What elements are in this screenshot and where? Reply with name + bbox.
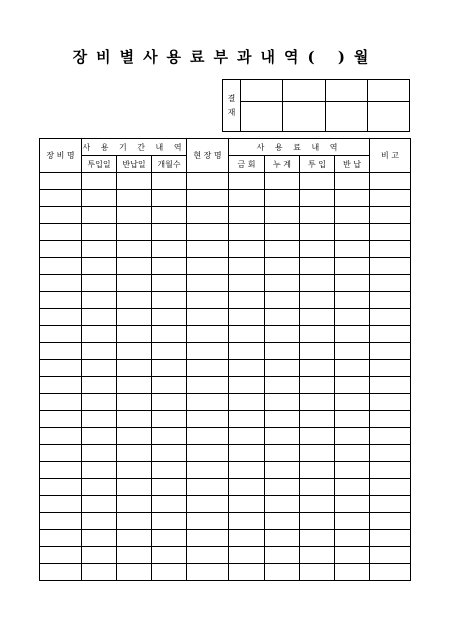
table-cell	[152, 207, 187, 224]
table-cell	[335, 224, 370, 241]
table-cell	[265, 530, 300, 547]
equipment-fee-table	[39, 138, 411, 581]
header-equipment: 장 비 명	[40, 139, 82, 173]
table-cell	[152, 275, 187, 292]
table-cell	[40, 360, 82, 377]
table-cell	[40, 411, 82, 428]
table-row	[40, 360, 411, 377]
table-cell	[40, 530, 82, 547]
table-cell	[117, 377, 152, 394]
table-cell	[187, 343, 229, 360]
table-cell	[229, 326, 265, 343]
header-usage-period: 사 용 기 간 내 역	[82, 139, 187, 156]
table-cell	[300, 394, 335, 411]
table-cell	[187, 275, 229, 292]
table-cell	[300, 275, 335, 292]
table-cell	[265, 309, 300, 326]
table-cell	[229, 275, 265, 292]
table-cell	[265, 564, 300, 581]
header-in-date: 투입일	[82, 156, 117, 173]
table-cell	[335, 445, 370, 462]
table-cell	[40, 241, 82, 258]
table-cell	[187, 207, 229, 224]
table-cell	[40, 377, 82, 394]
table-cell	[265, 496, 300, 513]
table-cell	[335, 173, 370, 190]
table-cell	[370, 360, 411, 377]
table-cell	[370, 411, 411, 428]
table-cell	[300, 343, 335, 360]
table-cell	[117, 241, 152, 258]
table-cell	[187, 394, 229, 411]
table-cell	[335, 360, 370, 377]
table-cell	[335, 547, 370, 564]
table-cell	[82, 394, 117, 411]
table-cell	[187, 360, 229, 377]
table-cell	[152, 360, 187, 377]
table-cell	[229, 190, 265, 207]
table-cell	[335, 479, 370, 496]
table-cell	[335, 496, 370, 513]
table-cell	[265, 275, 300, 292]
table-cell	[370, 530, 411, 547]
table-row	[40, 530, 411, 547]
table-cell	[187, 479, 229, 496]
table-row	[40, 479, 411, 496]
table-cell	[117, 394, 152, 411]
table-row	[40, 496, 411, 513]
header-return-date: 반납일	[117, 156, 152, 173]
table-cell	[152, 292, 187, 309]
table-cell	[265, 207, 300, 224]
approval-title-cell	[325, 80, 367, 102]
table-cell	[82, 462, 117, 479]
table-body	[40, 173, 411, 581]
table-cell	[152, 258, 187, 275]
approval-sign-cell	[241, 102, 283, 132]
table-cell	[82, 207, 117, 224]
table-row	[40, 445, 411, 462]
table-cell	[40, 292, 82, 309]
table-cell	[370, 258, 411, 275]
table-cell	[40, 258, 82, 275]
table-row	[40, 173, 411, 190]
table-cell	[152, 343, 187, 360]
table-cell	[229, 343, 265, 360]
header-remarks: 비 고	[370, 139, 411, 173]
table-cell	[265, 445, 300, 462]
table-cell	[229, 258, 265, 275]
table-cell	[40, 190, 82, 207]
table-cell	[229, 394, 265, 411]
table-cell	[40, 479, 82, 496]
table-cell	[229, 377, 265, 394]
table-cell	[40, 445, 82, 462]
table-cell	[229, 564, 265, 581]
table-cell	[117, 513, 152, 530]
table-cell	[265, 173, 300, 190]
table-cell	[40, 207, 82, 224]
table-cell	[300, 173, 335, 190]
table-cell	[300, 411, 335, 428]
table-cell	[117, 496, 152, 513]
table-cell	[187, 513, 229, 530]
table-row	[40, 292, 411, 309]
table-cell	[117, 309, 152, 326]
table-cell	[335, 377, 370, 394]
table-cell	[117, 224, 152, 241]
approval-sign-cell	[325, 102, 367, 132]
table-row	[40, 377, 411, 394]
approval-title-cell	[283, 80, 325, 102]
table-cell	[265, 292, 300, 309]
table-cell	[187, 564, 229, 581]
table-cell	[335, 530, 370, 547]
table-cell	[117, 275, 152, 292]
table-cell	[370, 496, 411, 513]
table-cell	[265, 377, 300, 394]
table-cell	[229, 309, 265, 326]
table-cell	[370, 292, 411, 309]
table-cell	[152, 513, 187, 530]
table-cell	[229, 173, 265, 190]
table-cell	[187, 428, 229, 445]
table-cell	[152, 547, 187, 564]
table-cell	[335, 241, 370, 258]
table-cell	[335, 326, 370, 343]
table-cell	[40, 428, 82, 445]
table-cell	[82, 496, 117, 513]
table-row	[40, 411, 411, 428]
table-cell	[82, 309, 117, 326]
header-this-time: 금 회	[229, 156, 265, 173]
table-cell	[265, 479, 300, 496]
table-cell	[265, 513, 300, 530]
table-cell	[117, 564, 152, 581]
table-cell	[229, 513, 265, 530]
table-cell	[82, 513, 117, 530]
table-cell	[335, 411, 370, 428]
table-cell	[300, 428, 335, 445]
table-cell	[187, 496, 229, 513]
table-cell	[40, 547, 82, 564]
table-cell	[335, 275, 370, 292]
approval-title-cell	[367, 80, 409, 102]
table-cell	[300, 564, 335, 581]
table-cell	[265, 394, 300, 411]
table-row	[40, 394, 411, 411]
table-cell	[82, 173, 117, 190]
table-cell	[370, 547, 411, 564]
table-cell	[300, 462, 335, 479]
table-cell	[265, 360, 300, 377]
approval-box	[222, 79, 410, 132]
table-cell	[152, 326, 187, 343]
table-cell	[370, 445, 411, 462]
table-cell	[265, 343, 300, 360]
table-cell	[40, 275, 82, 292]
table-cell	[152, 224, 187, 241]
approval-sign-cell	[367, 102, 409, 132]
document-title: 장비별사용료부과내역( )월	[72, 48, 378, 66]
table-cell	[187, 411, 229, 428]
header-site: 현 장 명	[187, 139, 229, 173]
table-row	[40, 547, 411, 564]
table-cell	[82, 360, 117, 377]
table-cell	[117, 428, 152, 445]
table-cell	[300, 309, 335, 326]
header-fee-details: 사 용 료 내 역	[229, 139, 370, 156]
table-cell	[117, 173, 152, 190]
table-cell	[229, 207, 265, 224]
table-cell	[370, 394, 411, 411]
table-cell	[229, 292, 265, 309]
table-cell	[117, 530, 152, 547]
table-cell	[335, 428, 370, 445]
table-cell	[117, 343, 152, 360]
table-cell	[40, 496, 82, 513]
table-cell	[152, 411, 187, 428]
table-cell	[300, 445, 335, 462]
table-cell	[370, 224, 411, 241]
table-cell	[300, 292, 335, 309]
table-cell	[370, 173, 411, 190]
table-row	[40, 428, 411, 445]
table-cell	[82, 479, 117, 496]
table-cell	[300, 224, 335, 241]
table-cell	[152, 479, 187, 496]
table-cell	[187, 462, 229, 479]
table-row	[40, 564, 411, 581]
table-row	[40, 190, 411, 207]
table-cell	[187, 547, 229, 564]
table-cell	[117, 462, 152, 479]
table-cell	[82, 428, 117, 445]
table-cell	[370, 462, 411, 479]
table-cell	[152, 377, 187, 394]
table-cell	[40, 343, 82, 360]
table-cell	[300, 190, 335, 207]
table-cell	[265, 547, 300, 564]
table-cell	[265, 326, 300, 343]
approval-label-line2: 재	[227, 107, 236, 117]
table-cell	[187, 190, 229, 207]
table-cell	[187, 326, 229, 343]
table-cell	[335, 564, 370, 581]
table-cell	[370, 479, 411, 496]
table-cell	[335, 343, 370, 360]
table-cell	[265, 258, 300, 275]
table-cell	[229, 445, 265, 462]
table-cell	[117, 479, 152, 496]
table-cell	[82, 547, 117, 564]
table-cell	[229, 547, 265, 564]
table-cell	[82, 530, 117, 547]
table-cell	[229, 360, 265, 377]
table-cell	[187, 530, 229, 547]
table-cell	[300, 326, 335, 343]
table-cell	[265, 224, 300, 241]
table-cell	[82, 445, 117, 462]
table-cell	[229, 530, 265, 547]
table-cell	[300, 241, 335, 258]
table-cell	[370, 326, 411, 343]
table-cell	[40, 173, 82, 190]
table-cell	[82, 258, 117, 275]
table-cell	[82, 411, 117, 428]
table-cell	[370, 513, 411, 530]
table-cell	[40, 564, 82, 581]
table-cell	[82, 326, 117, 343]
table-cell	[82, 377, 117, 394]
table-cell	[187, 224, 229, 241]
table-cell	[265, 190, 300, 207]
table-cell	[300, 530, 335, 547]
table-cell	[152, 428, 187, 445]
table-cell	[40, 224, 82, 241]
table-cell	[82, 224, 117, 241]
table-cell	[229, 462, 265, 479]
table-cell	[152, 564, 187, 581]
table-cell	[300, 207, 335, 224]
table-cell	[152, 462, 187, 479]
table-cell	[300, 547, 335, 564]
approval-label-line1: 결	[227, 93, 236, 103]
table-cell	[117, 360, 152, 377]
table-row	[40, 343, 411, 360]
table-cell	[229, 241, 265, 258]
table-cell	[187, 173, 229, 190]
table-cell	[300, 479, 335, 496]
table-cell	[370, 564, 411, 581]
table-cell	[370, 377, 411, 394]
table-cell	[82, 275, 117, 292]
table-cell	[187, 292, 229, 309]
table-cell	[370, 241, 411, 258]
header-fee-in: 투 입	[300, 156, 335, 173]
table-cell	[152, 173, 187, 190]
table-cell	[82, 343, 117, 360]
table-cell	[335, 462, 370, 479]
approval-sign-cell	[283, 102, 325, 132]
table-cell	[187, 377, 229, 394]
table-cell	[82, 190, 117, 207]
table-cell	[300, 513, 335, 530]
table-cell	[117, 258, 152, 275]
table-cell	[152, 241, 187, 258]
table-cell	[229, 496, 265, 513]
table-cell	[152, 445, 187, 462]
table-cell	[229, 479, 265, 496]
table-cell	[40, 462, 82, 479]
table-row	[40, 326, 411, 343]
table-cell	[300, 360, 335, 377]
table-cell	[82, 564, 117, 581]
table-row	[40, 258, 411, 275]
table-cell	[117, 445, 152, 462]
table-cell	[187, 445, 229, 462]
header-months: 개월수	[152, 156, 187, 173]
header-fee-return: 반 납	[335, 156, 370, 173]
table-cell	[117, 326, 152, 343]
table-row	[40, 513, 411, 530]
table-cell	[229, 428, 265, 445]
table-cell	[265, 411, 300, 428]
table-cell	[82, 292, 117, 309]
table-cell	[40, 326, 82, 343]
table-row	[40, 224, 411, 241]
table-cell	[117, 411, 152, 428]
table-cell	[370, 343, 411, 360]
table-cell	[229, 224, 265, 241]
table-cell	[187, 309, 229, 326]
table-row	[40, 462, 411, 479]
table-row	[40, 241, 411, 258]
table-cell	[117, 207, 152, 224]
header-cumulative: 누 계	[265, 156, 300, 173]
table-cell	[152, 190, 187, 207]
table-cell	[370, 275, 411, 292]
table-cell	[229, 411, 265, 428]
table-cell	[117, 190, 152, 207]
table-cell	[335, 207, 370, 224]
table-row	[40, 207, 411, 224]
table-cell	[300, 496, 335, 513]
table-cell	[335, 292, 370, 309]
table-cell	[335, 190, 370, 207]
table-row	[40, 309, 411, 326]
table-cell	[40, 513, 82, 530]
table-cell	[370, 207, 411, 224]
table-cell	[370, 428, 411, 445]
table-cell	[117, 292, 152, 309]
table-cell	[370, 190, 411, 207]
table-cell	[152, 309, 187, 326]
table-cell	[40, 309, 82, 326]
table-row	[40, 275, 411, 292]
table-cell	[152, 496, 187, 513]
approval-title-cell	[241, 80, 283, 102]
table-cell	[335, 513, 370, 530]
table-cell	[300, 258, 335, 275]
approval-label	[223, 80, 241, 132]
table-cell	[152, 394, 187, 411]
table-cell	[335, 258, 370, 275]
table-cell	[335, 394, 370, 411]
table-cell	[187, 241, 229, 258]
table-cell	[117, 547, 152, 564]
table-cell	[265, 241, 300, 258]
table-cell	[335, 309, 370, 326]
table-cell	[82, 241, 117, 258]
table-cell	[265, 428, 300, 445]
table-cell	[40, 394, 82, 411]
table-cell	[265, 462, 300, 479]
table-cell	[152, 530, 187, 547]
table-cell	[300, 377, 335, 394]
table-cell	[187, 258, 229, 275]
table-cell	[370, 309, 411, 326]
